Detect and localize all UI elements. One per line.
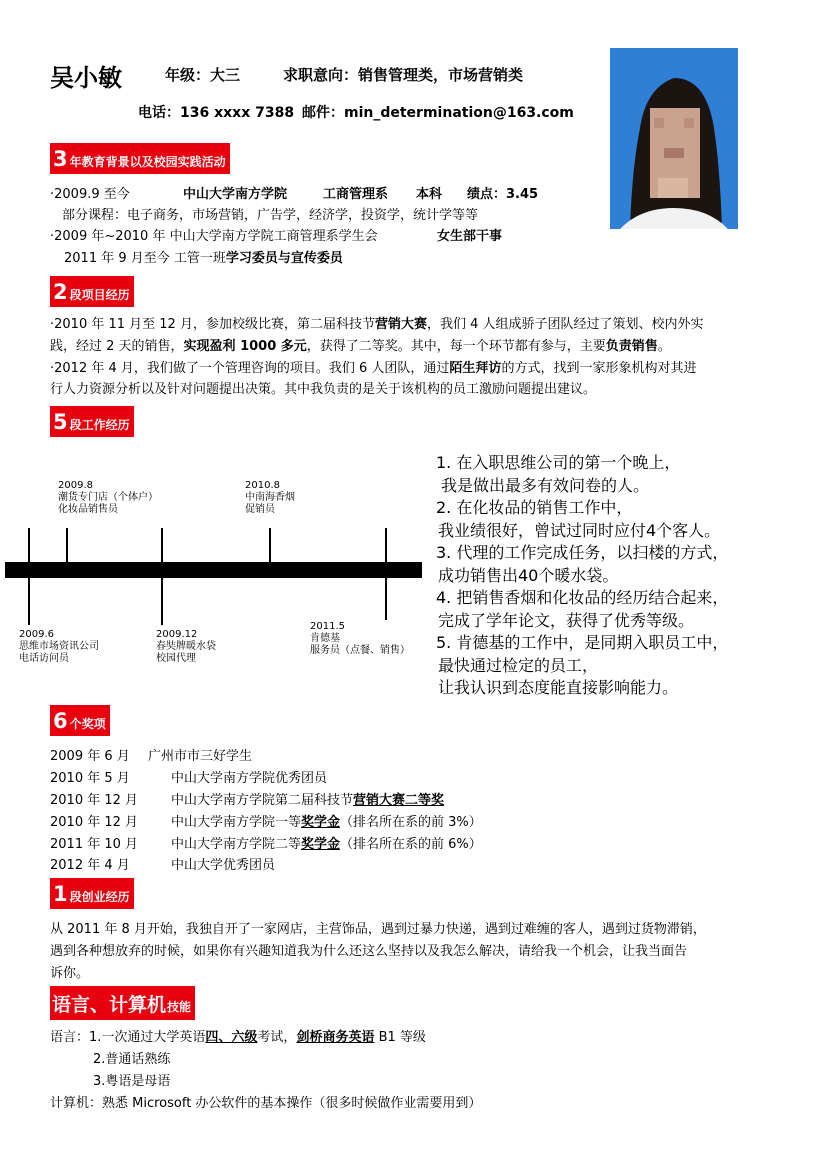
award-item: 2011 年 10 月 中山大学南方学院二等奖学金（排名所在系的前 6%）	[50, 837, 482, 852]
section-title: 段工作经历	[69, 418, 130, 432]
resume-name: 吴小敏	[50, 64, 122, 92]
timeline-entry: 2011.5 肯德基 服务员（点餐、销售）	[310, 621, 410, 656]
section-awards-header	[50, 705, 110, 736]
grade: 年级：大三	[165, 66, 241, 84]
section-number: 6	[53, 708, 68, 733]
section-business-header	[50, 878, 134, 909]
section-title: 段创业经历	[69, 890, 130, 904]
skills-language: 语言：1.一次通过大学英语四、六级考试，剑桥商务英语 B1 等级	[50, 1030, 426, 1045]
award-item: 2009 年 6 月 广州市市三好学生	[50, 749, 253, 764]
timeline-entry: 2009.6 思维市场资讯公司 电话访问员	[19, 629, 99, 664]
skills-language-3: 3.粤语是母语	[93, 1074, 171, 1089]
profile-photo	[610, 48, 738, 229]
section-number: 2	[53, 279, 68, 304]
section-title: 段项目经历	[69, 288, 130, 302]
section-number: 1	[53, 881, 68, 906]
project-line-4: 行人力资源分析以及针对问题提出决策。其中我负责的是关于该机构的员工激励问题提出建议。	[50, 382, 597, 397]
skills-computer: 计算机：熟悉 Microsoft 办公软件的基本操作（很多时候做作业需要用到）	[50, 1096, 482, 1111]
section-title: 年教育背景以及校园实践活动	[69, 155, 226, 169]
award-item: 2010 年 5 月 中山大学南方学院优秀团员	[50, 771, 328, 786]
section-title-small: 技能	[167, 999, 192, 1014]
project-line-1: ·2010 年 11 月至 12 月，参加校级比赛，第二届科技节营销大赛，我们 4 人组成骄子团队经过了策划、校内外实	[50, 317, 704, 332]
section-education-header	[50, 143, 230, 174]
business-line-3: 诉你。	[50, 966, 90, 981]
project-line-2: 践，经过 2 天的销售，实现盈利 1000 多元，获得了二等奖。其中，每一个环节都有参与，主要负责销售。	[50, 339, 671, 354]
job-objective: 求职意向：销售管理类，市场营销类	[283, 66, 524, 84]
work-notes: 1. 在入职思维公司的第一个晚上， 我是做出最多有效问卷的人。 2. 在化妆品的销售工作中， 我业绩很好，曾试过同时应付4个客人。 3. 代理的工作完成任务，以扫楼的方式， 成功销售出40个暖水袋。 4. 把销售香烟和化妆品的经历结合起来， 完成了学年论文，获得了优秀等级。 5. 肯德基的工作中，是同期入职员工中， 最快通过检定的员工， 让我认识到态度能直接影响能力。	[436, 453, 729, 697]
education-line-4: 2011 年 9 月至今 工管一班学习委员与宣传委员	[64, 251, 343, 266]
section-number: 5	[53, 409, 68, 434]
section-work-header	[50, 406, 134, 437]
timeline-entry: 2010.8 中南海香烟 促销员	[245, 480, 295, 515]
education-line-1: ·2009.9 至今 中山大学南方学院 工商管理系 本科 绩点：3.45	[50, 187, 539, 202]
project-line-3: ·2012 年 4 月，我们做了一个管理咨询的项目。我们 6 人团队，通过陌生拜访的方式，找到一家形象机构对其进	[50, 361, 697, 376]
award-item: 2010 年 12 月 中山大学南方学院一等奖学金（排名所在系的前 3%）	[50, 815, 482, 830]
section-skills-header	[50, 986, 195, 1020]
skills-language-2: 2.普通话熟练	[93, 1052, 171, 1067]
award-item: 2010 年 12 月 中山大学南方学院第二届科技节营销大赛二等奖	[50, 793, 445, 808]
award-item: 2012 年 4 月 中山大学优秀团员	[50, 858, 276, 873]
business-line-2: 遇到各种想放弃的时候，如果你有兴趣知道我为什么还这么坚持以及我怎么解决，请给我一个机会，让我当面告	[50, 944, 688, 959]
business-line-1: 从 2011 年 8 月开始，我独自开了一家网店，主营饰品，遇到过暴力快递，遇到过难缠的客人，遇到过货物滞销，	[50, 922, 706, 937]
section-title: 个奖项	[69, 717, 106, 731]
section-title-big: 语言、计算机	[52, 993, 167, 1016]
timeline-entry: 2009.12 春奘牌暖水袋 校园代理	[156, 629, 216, 664]
education-line-3: ·2009 年~2010 年 中山大学南方学院工商管理系学生会 女生部干事	[50, 229, 503, 244]
education-courses: 部分课程：电子商务，市场营销，广告学，经济学，投资学，统计学等等	[62, 208, 479, 223]
section-projects-header	[50, 276, 134, 307]
email: 邮件：min_determination@163.com	[302, 105, 574, 121]
phone: 电话：136 xxxx 7388	[138, 105, 295, 121]
timeline-entry: 2009.8 潮货专门店（个体户） 化妆品销售员	[58, 480, 158, 515]
section-number: 3	[53, 146, 68, 171]
